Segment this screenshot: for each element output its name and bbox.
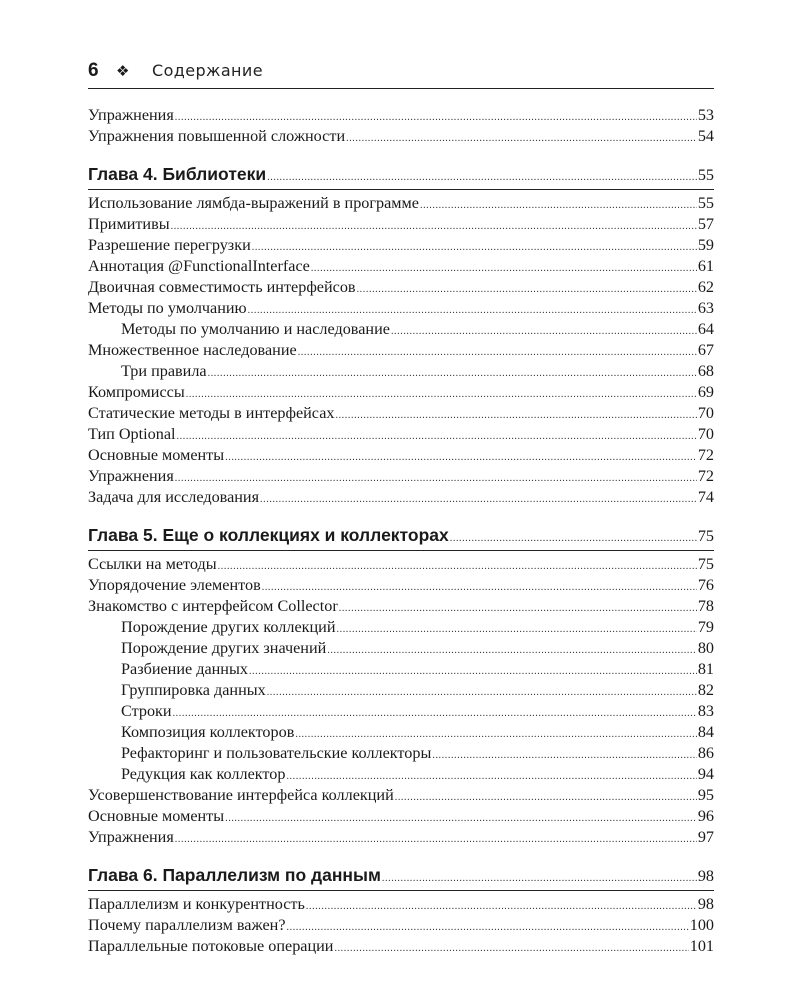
toc-page-number: 80 bbox=[697, 639, 714, 657]
toc-page-number: 64 bbox=[697, 320, 714, 338]
toc-page-number: 94 bbox=[697, 765, 714, 783]
dot-leader bbox=[249, 661, 697, 682]
dot-leader bbox=[171, 216, 697, 237]
toc-entry-title: Разрешение перегрузки bbox=[88, 236, 251, 254]
dot-leader bbox=[177, 426, 697, 447]
toc-entry bbox=[88, 487, 714, 508]
dot-leader bbox=[295, 724, 696, 745]
toc-entry-title: Основные моменты bbox=[88, 807, 225, 825]
toc-page-number: 54 bbox=[697, 127, 714, 145]
toc-entry bbox=[88, 466, 714, 487]
toc-chapter-heading bbox=[88, 860, 714, 890]
dot-leader bbox=[286, 766, 696, 787]
dot-leader bbox=[267, 682, 697, 703]
toc-page-number: 76 bbox=[697, 576, 714, 594]
toc-entry bbox=[88, 936, 714, 957]
dot-leader bbox=[432, 745, 696, 766]
toc-entry bbox=[88, 785, 714, 806]
toc-entry bbox=[88, 445, 714, 466]
toc-entry bbox=[88, 277, 714, 298]
toc-entry-title: Ссылки на методы bbox=[88, 555, 217, 573]
toc-entry-title: Строки bbox=[121, 702, 172, 720]
running-head-title: Содержание bbox=[152, 61, 263, 80]
toc-chapter-heading bbox=[88, 159, 714, 189]
toc-entry-title: Усовершенствование интерфейса коллекций bbox=[88, 786, 394, 804]
toc-entry bbox=[88, 256, 714, 277]
toc-entry-title: Множественное наследование bbox=[88, 341, 297, 359]
dot-leader bbox=[391, 321, 697, 342]
toc-entry bbox=[88, 105, 714, 126]
toc-entry bbox=[88, 126, 714, 147]
toc-entry bbox=[88, 382, 714, 403]
page-number: 6 bbox=[88, 60, 99, 81]
dot-leader bbox=[218, 556, 697, 577]
dot-leader bbox=[173, 703, 697, 724]
toc-page-number: 69 bbox=[697, 383, 714, 401]
dot-leader bbox=[225, 808, 697, 829]
toc-chapter-heading bbox=[88, 520, 714, 550]
toc-entry-title: Глава 5. Еще о коллекциях и коллекторах bbox=[88, 525, 449, 545]
toc-page-number: 55 bbox=[697, 166, 714, 184]
toc-entry-title: Тип Optional bbox=[88, 425, 176, 443]
toc-page-number: 84 bbox=[697, 723, 714, 741]
toc-entry-title: Основные моменты bbox=[88, 446, 225, 464]
toc-subentry bbox=[88, 659, 714, 680]
toc-page-number: 67 bbox=[697, 341, 714, 359]
toc-entry bbox=[88, 214, 714, 235]
toc-page-number: 59 bbox=[697, 236, 714, 254]
toc-entry-title: Упражнения bbox=[88, 828, 174, 846]
toc-entry-title: Задача для исследования bbox=[88, 488, 260, 506]
toc-page-number: 75 bbox=[697, 527, 714, 545]
dot-leader bbox=[225, 447, 697, 468]
dot-leader bbox=[306, 896, 697, 917]
toc-page-number: 55 bbox=[697, 194, 714, 212]
toc-page-number: 97 bbox=[697, 828, 714, 846]
toc-entry-title: Компромиссы bbox=[88, 383, 185, 401]
toc-page-number: 79 bbox=[697, 618, 714, 636]
dot-leader bbox=[450, 524, 697, 554]
dot-leader bbox=[346, 128, 697, 149]
toc-entry-title: Почему параллелизм важен? bbox=[88, 916, 286, 934]
toc-subentry bbox=[88, 361, 714, 382]
dot-leader bbox=[334, 938, 688, 959]
toc-page-number: 53 bbox=[697, 106, 714, 124]
dot-leader bbox=[287, 917, 689, 938]
toc-subentry bbox=[88, 319, 714, 340]
toc-page-number: 86 bbox=[697, 744, 714, 762]
dot-leader bbox=[267, 163, 697, 193]
toc-entry bbox=[88, 915, 714, 936]
toc-page-number: 82 bbox=[697, 681, 714, 699]
table-of-contents bbox=[88, 105, 714, 957]
toc-entry-title: Аннотация @FunctionalInterface bbox=[88, 257, 310, 275]
toc-subentry bbox=[88, 701, 714, 722]
dot-leader bbox=[420, 195, 697, 216]
toc-entry bbox=[88, 806, 714, 827]
toc-entry-title: Глава 6. Параллелизм по данным bbox=[88, 865, 381, 885]
toc-page-number: 72 bbox=[697, 446, 714, 464]
dot-leader bbox=[327, 640, 697, 661]
dot-leader bbox=[298, 342, 697, 363]
dot-leader bbox=[335, 405, 696, 426]
page bbox=[88, 60, 714, 957]
toc-subentry bbox=[88, 743, 714, 764]
toc-entry-title: Упражнения bbox=[88, 467, 174, 485]
toc-page-number: 62 bbox=[697, 278, 714, 296]
dot-leader bbox=[175, 468, 697, 489]
toc-page-number: 81 bbox=[697, 660, 714, 678]
toc-page-number: 75 bbox=[697, 555, 714, 573]
toc-page-number: 101 bbox=[689, 937, 714, 955]
dot-leader bbox=[186, 384, 697, 405]
toc-entry bbox=[88, 894, 714, 915]
toc-entry-title: Композиция коллекторов bbox=[121, 723, 295, 741]
dot-leader bbox=[262, 577, 697, 598]
toc-entry-title: Упорядочение элементов bbox=[88, 576, 261, 594]
toc-page-number: 98 bbox=[697, 867, 714, 885]
toc-entry-title: Использование лямбда-выражений в программе bbox=[88, 194, 419, 212]
dot-leader bbox=[260, 489, 697, 510]
toc-subentry bbox=[88, 617, 714, 638]
diamond-ornament-icon: ❖ bbox=[116, 62, 130, 80]
dot-leader bbox=[395, 787, 697, 808]
toc-subentry bbox=[88, 680, 714, 701]
toc-entry-title: Порождение других значений bbox=[121, 639, 327, 657]
toc-page-number: 83 bbox=[697, 702, 714, 720]
dot-leader bbox=[248, 300, 697, 321]
dot-leader bbox=[357, 279, 697, 300]
toc-subentry bbox=[88, 638, 714, 659]
toc-subentry bbox=[88, 722, 714, 743]
toc-page-number: 57 bbox=[697, 215, 714, 233]
toc-entry-title: Примитивы bbox=[88, 215, 170, 233]
toc-entry-title: Методы по умолчанию bbox=[88, 299, 247, 317]
toc-entry bbox=[88, 298, 714, 319]
dot-leader bbox=[252, 237, 697, 258]
toc-page-number: 63 bbox=[697, 299, 714, 317]
toc-entry-title: Разбиение данных bbox=[121, 660, 248, 678]
toc-page-number: 70 bbox=[697, 404, 714, 422]
dot-leader bbox=[311, 258, 697, 279]
dot-leader bbox=[175, 107, 697, 128]
toc-page-number: 96 bbox=[697, 807, 714, 825]
toc-entry-title: Три правила bbox=[121, 362, 207, 380]
toc-page-number: 68 bbox=[697, 362, 714, 380]
toc-page-number: 100 bbox=[689, 916, 714, 934]
toc-entry-title: Глава 4. Библиотеки bbox=[88, 164, 267, 184]
toc-entry-title: Редукция как коллектор bbox=[121, 765, 286, 783]
toc-entry bbox=[88, 424, 714, 445]
toc-page-number: 78 bbox=[697, 597, 714, 615]
toc-entry-title: Двоичная совместимость интерфейсов bbox=[88, 278, 356, 296]
toc-entry bbox=[88, 340, 714, 361]
toc-entry bbox=[88, 554, 714, 575]
toc-page-number: 98 bbox=[697, 895, 714, 913]
toc-page-number: 70 bbox=[697, 425, 714, 443]
toc-entry-title: Упражнения bbox=[88, 106, 174, 124]
dot-leader bbox=[337, 619, 697, 640]
toc-entry-title: Группировка данных bbox=[121, 681, 266, 699]
toc-entry-title: Параллельные потоковые операции bbox=[88, 937, 334, 955]
toc-page-number: 61 bbox=[697, 257, 714, 275]
dot-leader bbox=[208, 363, 697, 384]
toc-page-number: 74 bbox=[697, 488, 714, 506]
toc-entry-title: Порождение других коллекций bbox=[121, 618, 336, 636]
dot-leader bbox=[339, 598, 697, 619]
toc-entry bbox=[88, 827, 714, 848]
toc-entry-title: Статические методы в интерфейсах bbox=[88, 404, 335, 422]
toc-entry-title: Рефакторинг и пользовательские коллекторы bbox=[121, 744, 432, 762]
toc-entry bbox=[88, 235, 714, 256]
running-head bbox=[88, 60, 714, 89]
toc-subentry bbox=[88, 764, 714, 785]
toc-entry bbox=[88, 596, 714, 617]
toc-entry-title: Параллелизм и конкурентность bbox=[88, 895, 305, 913]
toc-entry bbox=[88, 193, 714, 214]
toc-entry bbox=[88, 403, 714, 424]
toc-entry bbox=[88, 575, 714, 596]
toc-entry-title: Методы по умолчанию и наследование bbox=[121, 320, 390, 338]
toc-page-number: 72 bbox=[697, 467, 714, 485]
dot-leader bbox=[382, 864, 697, 894]
toc-entry-title: Упражнения повышенной сложности bbox=[88, 127, 346, 145]
dot-leader bbox=[175, 829, 697, 850]
toc-page-number: 95 bbox=[697, 786, 714, 804]
toc-entry-title: Знакомство с интерфейсом Collector bbox=[88, 597, 338, 615]
